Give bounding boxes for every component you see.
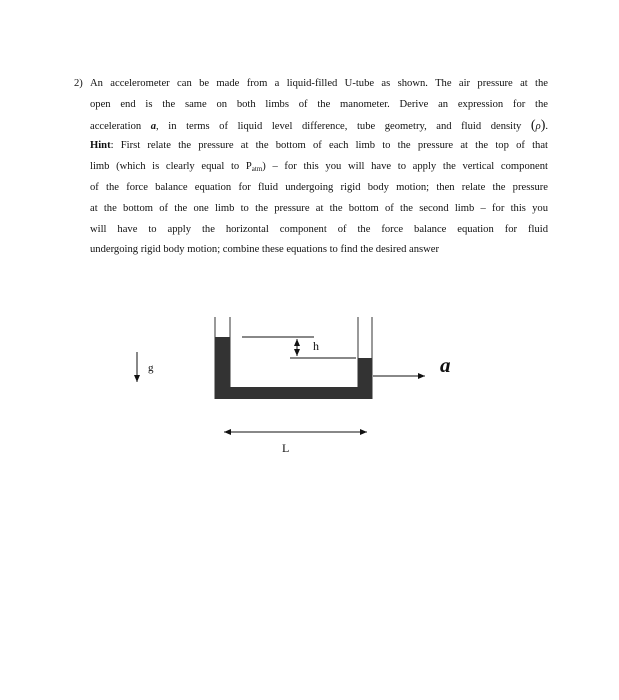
problem-number: 2) xyxy=(74,78,83,89)
problem-line-4: Hint: First relate the pressure at the bottom of each limb to the pressure at the top of that xyxy=(90,140,548,152)
problem-line-6: of the force balance equation for fluid undergoing rigid body motion; then relate the pressure xyxy=(90,181,548,193)
problem-line-8: will have to apply the horizontal component of the force balance equation for fluid xyxy=(90,223,548,235)
density-symbol: ρ xyxy=(535,120,541,132)
problem-line-5: limb (which is clearly equal to $P_{atm}$) – for this you will have to apply the vertical component xyxy=(90,161,548,174)
atm-subscript: atm xyxy=(251,165,263,174)
acceleration-label: a xyxy=(440,353,451,377)
acceleration-variable: a xyxy=(150,120,157,132)
height-label: h xyxy=(313,339,319,353)
bottom-tube-liquid xyxy=(215,387,372,399)
problem-line-3: acceleration a, in terms of liquid level difference, tube geometry, and fluid density (ρ). xyxy=(90,117,549,133)
problem-line-9: undergoing rigid body motion; combine these equations to find the desired answer xyxy=(90,244,440,256)
problem-line-7: at the bottom of the one limb to the pressure at the bottom of the second limb – for this you xyxy=(90,202,548,214)
hint-label: Hint xyxy=(90,140,111,152)
length-label: L xyxy=(282,441,290,455)
gravity-label: g xyxy=(148,362,154,374)
right-limb-liquid xyxy=(359,358,372,388)
problem-line-2: open end is the same on both limbs of the manometer. Derive an expression for the xyxy=(90,98,548,110)
problem-line-1: 2) An accelerometer can be made from a liquid-filled U-tube as shown. The air pressure at the xyxy=(74,74,548,95)
left-limb-liquid xyxy=(216,337,230,388)
